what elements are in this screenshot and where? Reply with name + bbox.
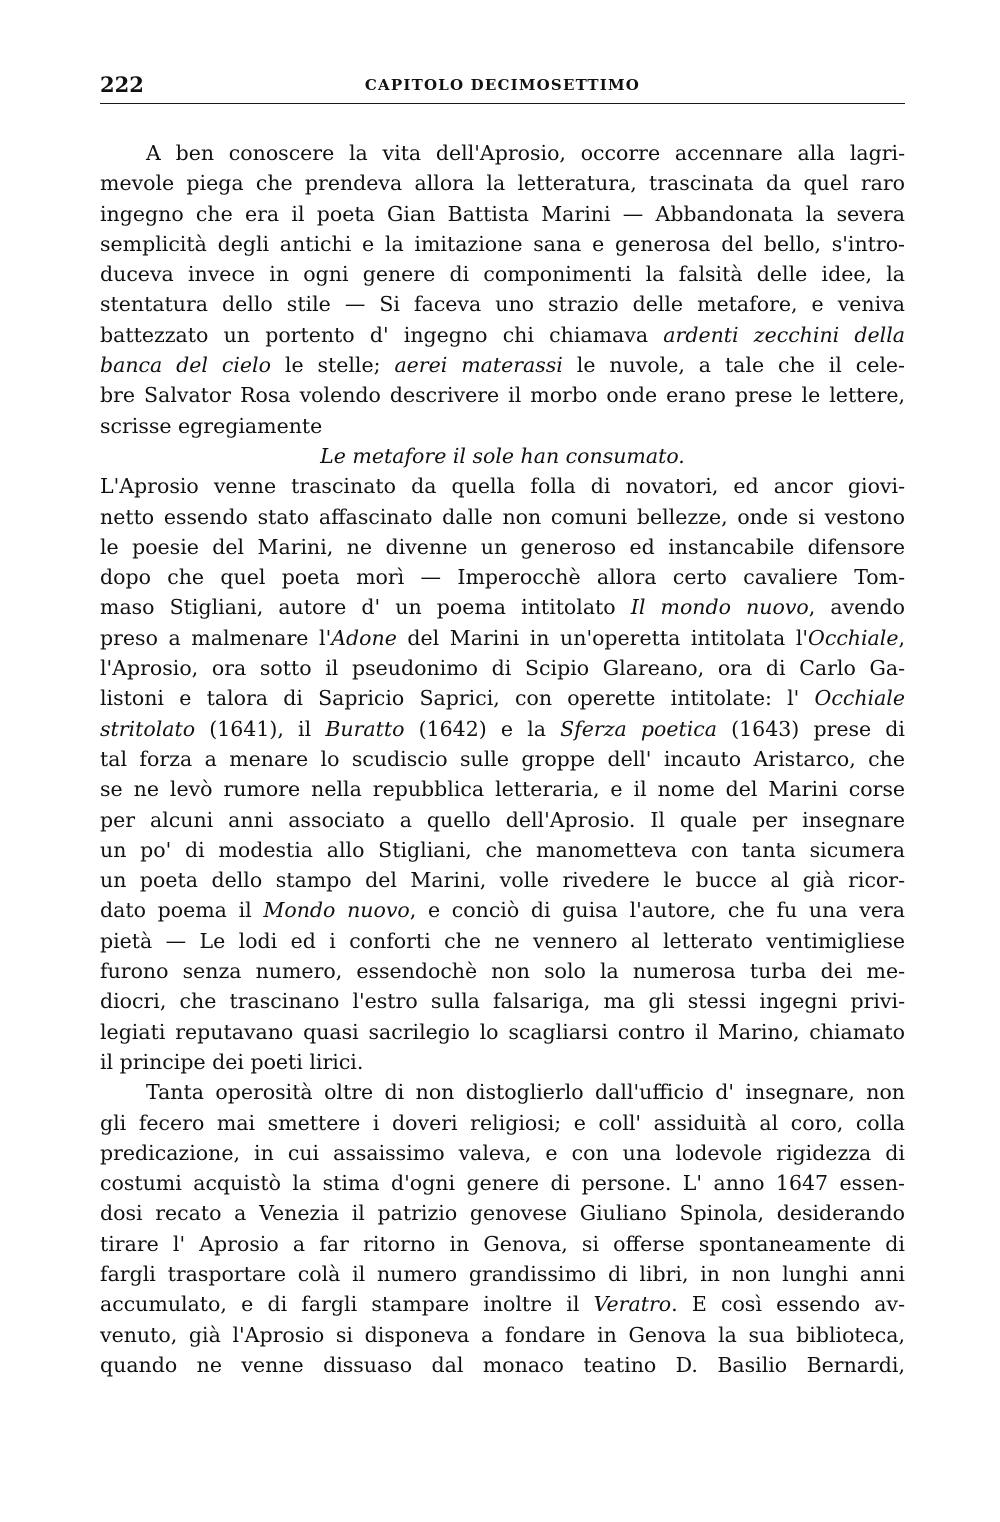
text-line: gli fecero mai smettere i doveri religiosi; e coll' assiduità al coro, colla	[100, 1110, 905, 1135]
text-line: un poeta dello stampo del Marini, volle rivedere le bucce al già ricor-	[100, 868, 905, 893]
text-line: A ben conoscere la vita dell'Aprosio, occorre accennare alla lagri-	[146, 141, 905, 165]
text-line: stritolato (1641), il Buratto (1642) e la Sferza poetica (1643) prese di	[100, 716, 905, 741]
text-line: maso Stigliani, autore d' un poema intitolato Il mondo nuovo, avendo	[100, 595, 905, 620]
text-line: dato poema il Mondo nuovo, e conciò di guisa l'autore, che fu una vera	[100, 898, 905, 923]
text-line: tal forza a menare lo scudiscio sulle groppe dell' incauto Aristarco, che	[100, 746, 905, 771]
text-line: un po' di modestia allo Stigliani, che manometteva con tanta sicumera	[100, 837, 905, 862]
italic-phrase: Sferza poetica	[560, 716, 717, 741]
text-line: preso a malmenare l'Adone del Marini in un'operetta intitolata l'Occhiale,	[100, 625, 905, 650]
text-line: dopo che quel poeta morì — Imperocchè allora certo cavaliere Tom-	[100, 565, 905, 590]
text-line: netto essendo stato affascinato dalle non comuni bellezze, onde si vestono	[100, 504, 905, 529]
text-line: furono senza numero, essendochè non solo la numerosa turba dei me-	[100, 959, 905, 984]
text-line: legiati reputavano quasi sacrilegio lo scagliarsi contro il Marino, chiamato	[100, 1019, 905, 1044]
text-line: pietà — Le lodi ed i conforti che ne vennero al letterato ventimigliese	[100, 928, 905, 953]
text-line: le poesie del Marini, ne divenne un generoso ed instancabile difensore	[100, 534, 905, 559]
text-line: dosi recato a Venezia il patrizio genovese Giuliano Spinola, desiderando	[100, 1201, 905, 1226]
running-head	[100, 72, 905, 98]
text-line: duceva invece in ogni genere di componimenti la falsità delle idee, la	[100, 262, 905, 287]
text-line: tirare l' Aprosio a far ritorno in Genova, si offerse spontaneamente di	[100, 1231, 905, 1256]
chapter-title: CAPITOLO DECIMOSETTIMO	[364, 76, 641, 94]
text-line: diocri, che trascinano l'estro sulla falsariga, ma gli stessi ingegni privi-	[100, 989, 905, 1014]
italic-phrase: Mondo nuovo	[263, 898, 410, 923]
page-number: 222	[100, 72, 144, 97]
text-line: per alcuni anni associato a quello dell'Aprosio. Il quale per insegnare	[100, 807, 905, 832]
italic-phrase: stritolato	[100, 716, 196, 741]
body-text	[100, 138, 905, 1380]
text-line: ingegno che era il poeta Gian Battista Marini — Abbandonata la severa	[100, 201, 905, 226]
text-line: L'Aprosio venne trascinato da quella folla di novatori, ed ancor giovi-	[100, 474, 905, 499]
text-line: Tanta operosità oltre di non distoglierlo dall'ufficio d' insegnare, non	[146, 1080, 905, 1105]
text-line: se ne levò rumore nella repubblica letteraria, e il nome del Marini corse	[100, 777, 905, 802]
text-line: l'Aprosio, ora sotto il pseudonimo di Scipio Glareano, ora di Carlo Ga-	[100, 656, 905, 681]
text-line: stentatura dello stile — Si faceva uno strazio delle metafore, e veniva	[100, 292, 905, 317]
italic-phrase: ardenti zecchini della	[663, 322, 905, 347]
text-line: costumi acquistò la stima d'ogni genere di persone. L' anno 1647 essen-	[100, 1171, 905, 1196]
text-line: scrisse egregiamente	[100, 413, 323, 438]
text-line: predicazione, in cui assaissimo valeva, e con una lodevole rigidezza di	[100, 1140, 905, 1165]
italic-phrase: Il mondo nuovo	[630, 595, 809, 620]
header-rule	[100, 103, 905, 104]
text-line: bre Salvator Rosa volendo descrivere il morbo onde erano prese le lettere,	[100, 383, 905, 408]
text-line: venuto, già l'Aprosio si disponeva a fondare in Genova la sua biblioteca,	[100, 1322, 905, 1347]
italic-phrase: banca del cielo	[100, 353, 271, 378]
text-line: battezzato un portento d' ingegno chi chiamava ardenti zecchini della	[100, 322, 905, 347]
text-line: listoni e talora di Sapricio Saprici, con operette intitolate: l' Occhiale	[100, 686, 905, 711]
text-line: banca del cielo le stelle; aerei materassi le nuvole, a tale che il cele-	[100, 353, 905, 378]
text-line: semplicità degli antichi e la imitazione sana e generosa del bello, s'intro-	[100, 231, 905, 256]
italic-phrase: Buratto	[325, 716, 405, 741]
italic-phrase: Occhiale	[814, 686, 905, 711]
text-line: fargli trasportare colà il numero grandissimo di libri, in non lunghi anni	[100, 1261, 905, 1286]
text-line: accumulato, e di fargli stampare inoltre il Veratro. E così essendo av-	[100, 1292, 905, 1317]
text-line: il principe dei poeti lirici.	[100, 1049, 364, 1074]
italic-phrase: Veratro	[593, 1292, 672, 1317]
italic-phrase: aerei materassi	[394, 353, 563, 378]
text-line: quando ne venne dissuaso dal monaco teatino D. Basilio Bernardi,	[100, 1352, 905, 1377]
text-line: mevole piega che prendeva allora la letteratura, trascinata da quel raro	[100, 171, 905, 196]
italic-phrase: Adone	[331, 625, 397, 650]
italic-phrase: Occhiale	[808, 625, 899, 650]
quoted-verse: Le metafore il sole han consumato.	[320, 443, 685, 468]
